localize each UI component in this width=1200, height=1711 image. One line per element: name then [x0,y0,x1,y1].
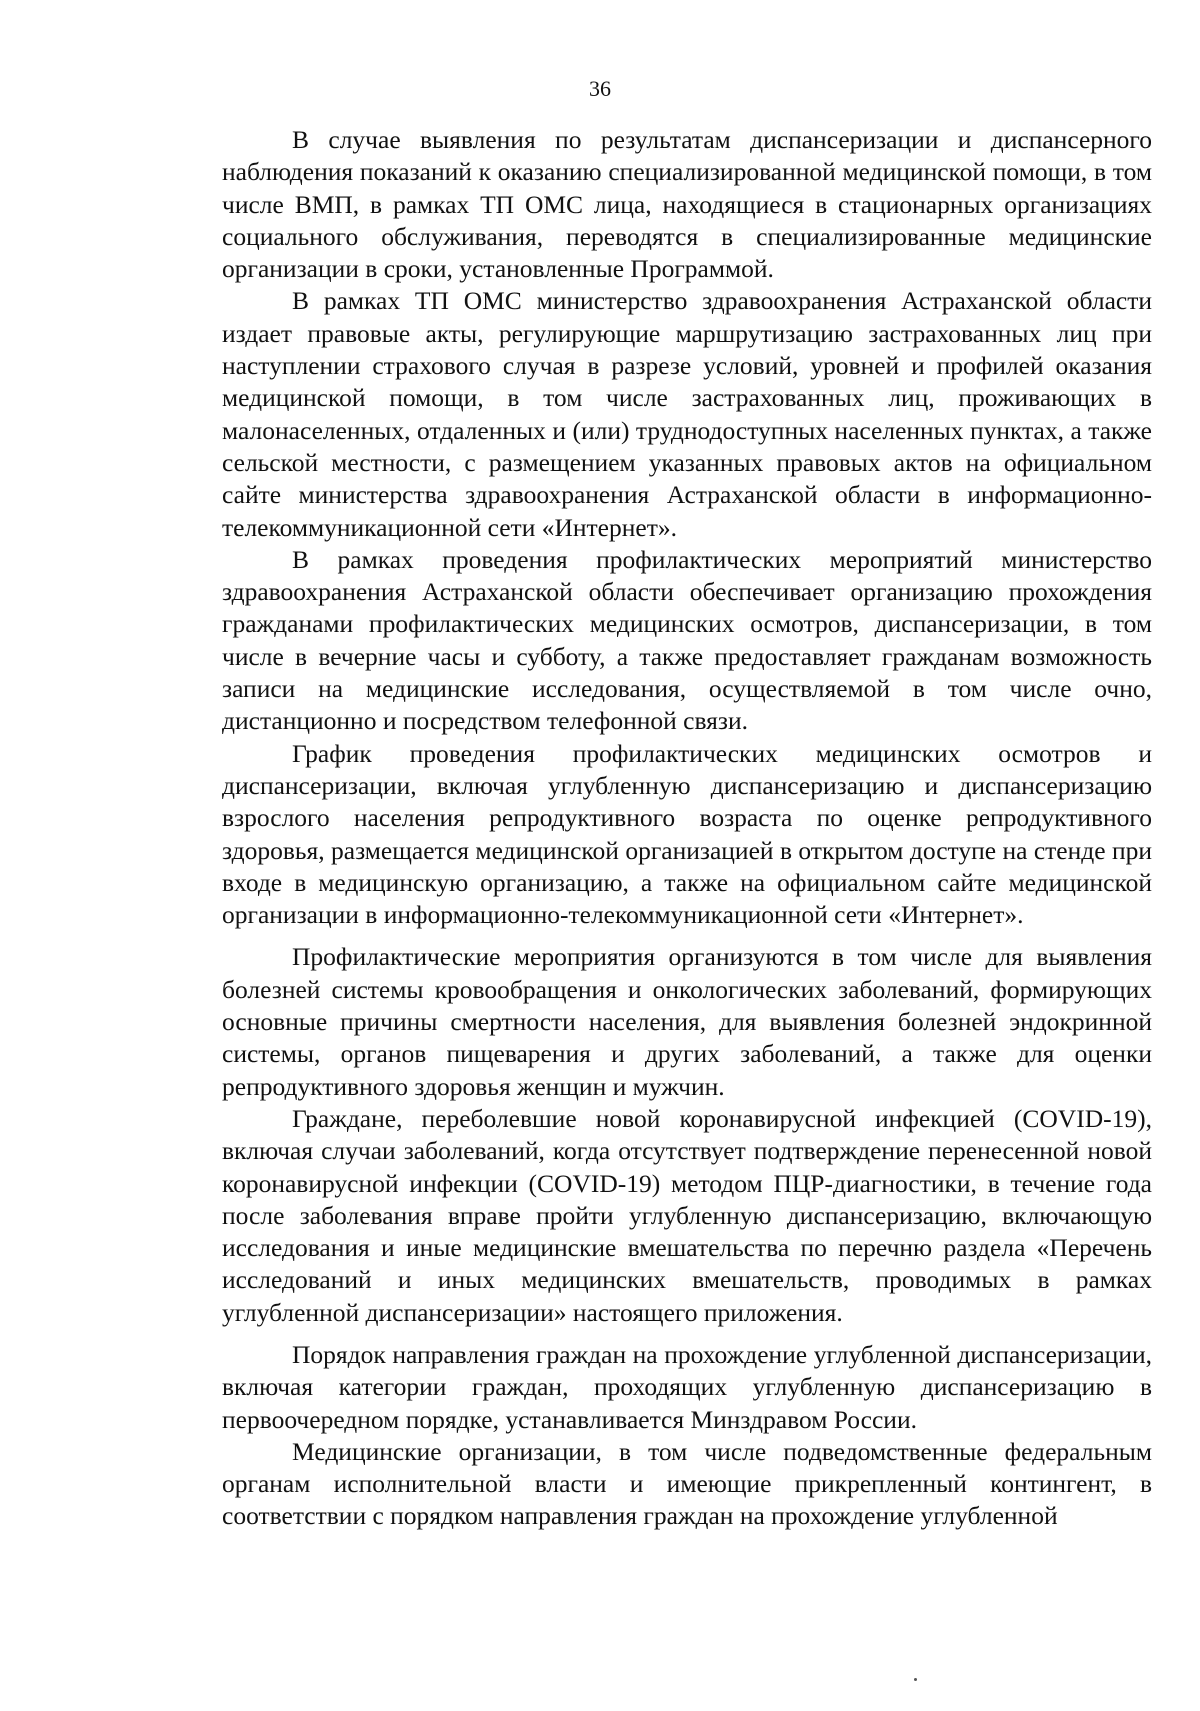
document-body [222,124,1152,1533]
paragraph-schedule-publication: График проведения профилактических медицинских осмотров и диспансеризации, включая углубленную диспансеризацию и диспансеризацию взрослого населения репродуктивного возраста по оценке репродуктивного здоровья, размещается медицинской организацией в открытом доступе на стенде при входе в медицинскую организацию, а также на официальном сайте медицинской организации в информационно-телекоммуникационной сети «Интернет». [222,738,1152,930]
page-number: 36 [589,76,611,101]
paragraph-specialized-care-transfer: В случае выявления по результатам диспансеризации и диспансерного наблюдения показаний к оказанию специализированной медицинской помощи, в том числе ВМП, в рамках ТП ОМС лица, находящиеся в стационарных организациях социального обслуживания, переводятся в специализированные медицинские организации в сроки, установленные Программой. [222,125,1152,284]
paragraph-referral-procedure: Порядок направления граждан на прохождение углубленной диспансеризации, включая категории граждан, проходящих углубленную диспансеризацию в первоочередном порядке, устанавливается Минздравом России. [222,1339,1152,1434]
paragraph-routing-legal-acts: В рамках ТП ОМС министерство здравоохранения Астраханской области издает правовые акты, регулирующие маршрутизацию застрахованных лиц при наступлении страхового случая в разрезе условий, уровней и профилей оказания медицинской помощи, в том числе застрахованных лиц, проживающих в малонаселенных, отдаленных и (или) труднодоступных населенных пунктах, а также сельской местности, с размещением указанных правовых актов на официальном сайте министерства здравоохранения Астраханской области в информационно-телекоммуникационной сети «Интернет». [222,286,1152,542]
paragraph-covid-in-depth-screening: Граждане, переболевшие новой коронавирусной инфекцией (COVID-19), включая случаи заболеваний, когда отсутствует подтверждение перенесенной новой коронавирусной инфекции (COVID-19) методом ПЦР-диагностики, в течение года после заболевания вправе пройти углубленную диспансеризацию, включающую исследования и иные медицинские вмешательства по перечню раздела «Перечень исследований и иных медицинских вмешательств, проводимых в рамках углубленной диспансеризации» настоящего приложения. [222,1103,1152,1327]
paragraph-preventive-measures-organization: В рамках проведения профилактических мероприятий министерство здравоохранения Астраханской области обеспечивает организацию прохождения гражданами профилактических медицинских осмотров, диспансеризации, в том числе в вечерние часы и субботу, а также предоставляет гражданам возможность записи на медицинские исследования, осуществляемой в том числе очно, дистанционно и посредством телефонной связи. [222,544,1152,736]
paragraph-medical-organizations: Медицинские организации, в том числе подведомственные федеральным органам исполнительной власти и имеющие прикрепленный контингент, в соответствии с порядком направления граждан на прохождение углубленной [222,1436,1152,1531]
paragraph-preventive-goals: Профилактические мероприятия организуются в том числе для выявления болезней системы кровообращения и онкологических заболеваний, формирующих основные причины смертности населения, для выявления болезней эндокринной системы, органов пищеварения и других заболеваний, а также для оценки репродуктивного здоровья женщин и мужчин. [222,942,1152,1101]
scan-speck [914,1678,917,1681]
